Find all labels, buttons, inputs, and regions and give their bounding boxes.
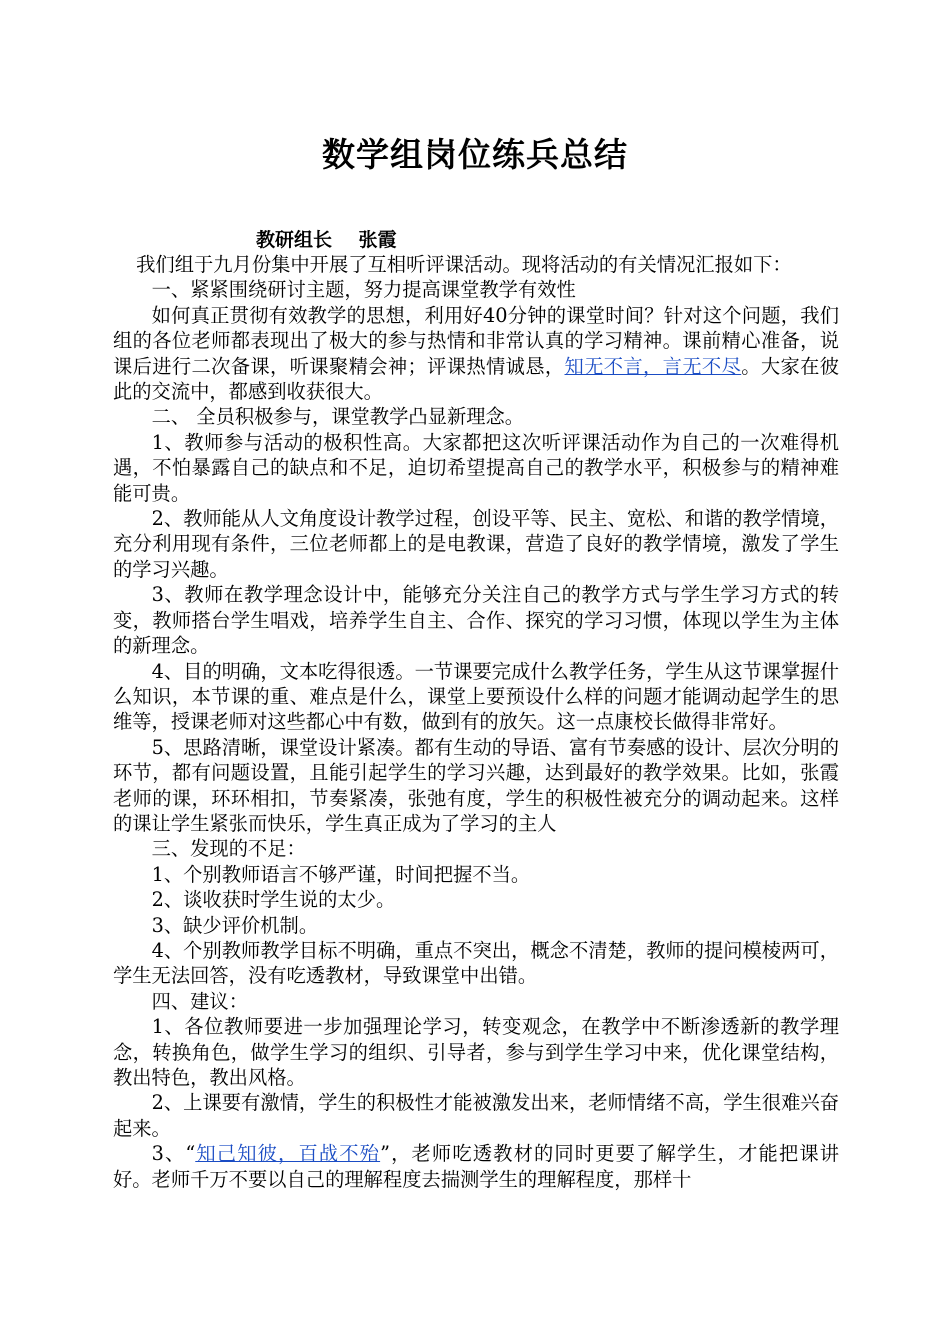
list-item: 2、教师能从人文角度设计教学过程，创设平等、民主、宽松、和谐的教学情境，充分利用现有条件，三位老师都上的是电教课，营造了良好的教学情境，激发了学生的学习兴趣。 <box>113 507 839 581</box>
list-item: 3、缺少评价机制。 <box>151 913 319 937</box>
list-item: 2、谈收获时学生说的太少。 <box>151 888 396 912</box>
list-item: 2、上课要有激情，学生的积极性才能被激发出来，老师情绪不高，学生很难兴奋起来。 <box>113 1091 839 1140</box>
section-heading-2: 二、 全员积极参与，课堂教学凸显新理念。 <box>151 405 525 429</box>
list-item: 3、教师在教学理念设计中，能够充分关注自己的教学方式与学生学习方式的转变，教师搭台学生唱戏，培养学生自主、合作、探究的学习习惯，体现以学生为主体的新理念。 <box>113 583 839 658</box>
intro-paragraph: 我们组于九月份集中开展了互相听评课活动。现将活动的有关情况汇报如下： <box>136 253 792 276</box>
paragraph-with-link <box>113 303 839 405</box>
paragraph-text: 。大家在彼此的交流中，都感到收获很大。 <box>113 354 840 404</box>
idiom-link[interactable]: 知己知彼，百战不殆 <box>195 1142 381 1166</box>
list-item: 1、教师参与活动的极积性高。大家都把这次听评课活动作为自己的一次难得机遇，不怕暴露自己的缺点和不足，迫切希望提高自己的教学水平，积极参与的精神难能可贵。 <box>113 430 839 505</box>
section-heading-1: 一、紧紧围绕研讨主题，努力提高课堂教学有效性 <box>151 278 576 302</box>
paragraph-text: 如何真正贯彻有效教学的思想，利用好40分钟的课堂时间？针对这个问题，我们组的各位老师都表现出了极大的参与热情和非常认真的学习精神。课前精心准备，说课后进行二次备课，听课聚精会神；评课热情诚恳， <box>113 303 839 378</box>
list-item: 5、思路清晰，课堂设计紧凑。都有生动的导语、富有节奏感的设计、层次分明的环节，都有问题设置，且能引起学生的学习兴趣，达到最好的教学效果。比如，张霞老师的课，环环相扣，节奏紧凑，张弛有度，学生的积极性被充分的调动起来。这样的课让学生紧张而快乐，学生真正成为了学习的主人 <box>113 735 839 835</box>
list-item: 1、各位教师要进一步加强理论学习，转变观念，在教学中不断渗透新的教学理念，转换角色，做学生学习的组织、引导者，参与到学生学习中来，优化课堂结构，教出特色，教出风格。 <box>113 1015 839 1089</box>
author-line: 教研组长 张霞 <box>256 229 397 251</box>
section-heading-3: 三、发现的不足： <box>151 837 306 861</box>
list-item: 4、个别教师教学目标不明确，重点不突出，概念不清楚，教师的提问模棱两可，学生无法回答，没有吃透教材，导致课堂中出错。 <box>113 938 839 988</box>
list-item: 4、目的明确，文本吃得很透。一节课要完成什么教学任务，学生从这节课掌握什么知识，本节课的重、难点是什么，课堂上要预设什么样的问题才能调动起学生的思维等，授课老师对这些都心中有数，做到有的放矢。这一点康校长做得非常好。 <box>113 659 839 734</box>
paragraph-text: ”，老师吃透教材的同时更要了解学生，才能把课讲好。老师千万不要以自己的理解程度去揣测学生的理解程度，那样十 <box>113 1142 840 1191</box>
section-heading-4: 四、建议： <box>151 989 248 1013</box>
document-body <box>113 252 839 1192</box>
idiom-link[interactable]: 知无不言，言无不尽 <box>564 354 742 378</box>
paragraph-with-link <box>113 1141 839 1192</box>
document-title: 数学组岗位练兵总结 <box>322 135 628 174</box>
list-item: 1、个别教师语言不够严谨，时间把握不当。 <box>151 862 531 886</box>
paragraph-text: 3、“ <box>151 1142 196 1166</box>
